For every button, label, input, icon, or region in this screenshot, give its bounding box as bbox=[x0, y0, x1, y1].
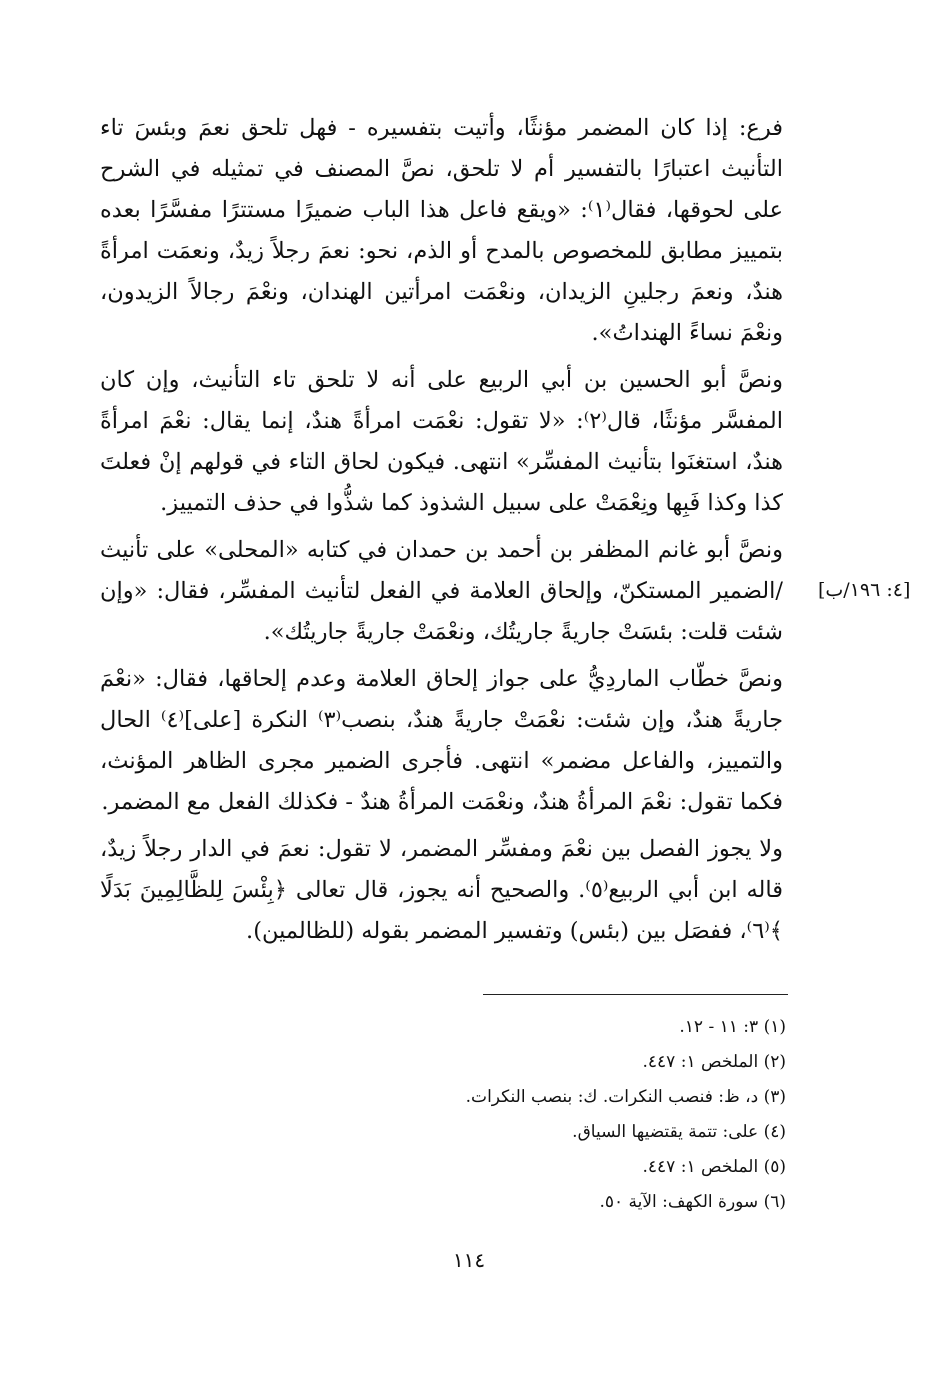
main-text bbox=[100, 108, 783, 958]
paragraph-5: ولا يجوز الفصل بين نعْمَ ومفسِّر المضمر، لا تقول: نعمَ في الدار رجلاً زيدٌ، قاله ابن أبي الربيع⁽٥⁾. والصحيح أنه يجوز، قال تعالى ﴿بِئْسَ لِلظَّالِمِينَ بَدَلًا ﴾⁽٦⁾، ففصَل بين (بئس) وتفسير المضمر بقوله (للظالمين). bbox=[100, 836, 784, 944]
manuscript-folio-marker: [٤: ١٩٦/ب] bbox=[818, 579, 911, 601]
footnote-1: (١) ٣: ١١ - ١٢. bbox=[679, 1017, 786, 1037]
paragraph-4: ونصَّ خطّاب الماردِيُّ على جواز إلحاق العلامة وعدم إلحاقها، فقال: «نعْمَ جاريةً هندٌ، وإن شئت: نعْمَتْ جاريةً هندٌ، بنصب⁽٣⁾ النكرة [على]⁽٤⁾ الحال والتمييز، والفاعل مضمر» انتهى. فأجرى الضمير مجرى الظاهر المؤنث، فكما تقول: نعْمَ المرأةُ هندٌ، ونعْمَت المرأةُ هندٌ - فكذلك الفعل مع المضمر. bbox=[100, 666, 783, 815]
footnote-2: (٢) الملخص ١: ٤٤٧. bbox=[642, 1052, 786, 1072]
footnote-6: (٦) سورة الكهف: الآية ٥٠. bbox=[599, 1192, 786, 1212]
footnote-divider bbox=[483, 994, 788, 995]
page-number: ١١٤ bbox=[452, 1248, 486, 1272]
paragraph-2: ونصَّ أبو الحسين بن أبي الربيع على أنه لا تلحق تاء التأنيث، وإن كان المفسَّر مؤنثًا، قال⁽٢⁾: «لا تقول: نعْمَت امرأةً هندٌ، إنما يقال: نعْمَ امرأةً هندٌ، استغنَوا بتأنيث المفسِّر» انتهى. فيكون لحاق التاء في قولهم إنْ فعلتَ كذا وكذا فَبِها ونِعْمَتْ على سبيل الشذوذ كما شذُّوا في حذف التمييز. bbox=[100, 367, 784, 516]
paragraph-1: فرع: إذا كان المضمر مؤنثًا، وأتيت بتفسيره - فهل تلحق نعمَ وبئسَ تاء التأنيث اعتبارًا بالتفسير أم لا تلحق، نصَّ المصنف في تمثيله في الشرح على لحوقها، فقال⁽١⁾: «ويقع فاعل هذا الباب ضميرًا مستترًا مفسَّرًا بعده بتمييز مطابق للمخصوص بالمدح أو الذم، نحو: نعمَ رجلاً زيدٌ، ونعمَت امرأةً هندٌ، ونعمَ رجلينِ الزيدان، ونعْمَت امرأتين الهندان، ونعْمَ رجالاً الزيدون، ونعْمَ نساءً الهنداتُ». bbox=[100, 115, 784, 346]
footnote-5: (٥) الملخص ١: ٤٤٧. bbox=[642, 1157, 786, 1177]
footnotes bbox=[366, 1010, 786, 1220]
paragraph-3: ونصَّ أبو غانم المظفر بن أحمد بن حمدان في كتابه «المحلى» على تأنيث /الضمير المستكنّ، وإلحاق العلامة في الفعل لتأنيث المفسِّر، فقال: «وإن شئت قلت: بئسَتْ جاريةً جاريتُك، ونعْمَتْ جاريةً جاريتُك». bbox=[100, 537, 783, 645]
footnote-3: (٣) د، ظ: فنصب النكرات. ك: بنصب النكرات. bbox=[465, 1087, 786, 1107]
footnote-4: (٤) على: تتمة يقتضيها السياق. bbox=[572, 1122, 786, 1142]
